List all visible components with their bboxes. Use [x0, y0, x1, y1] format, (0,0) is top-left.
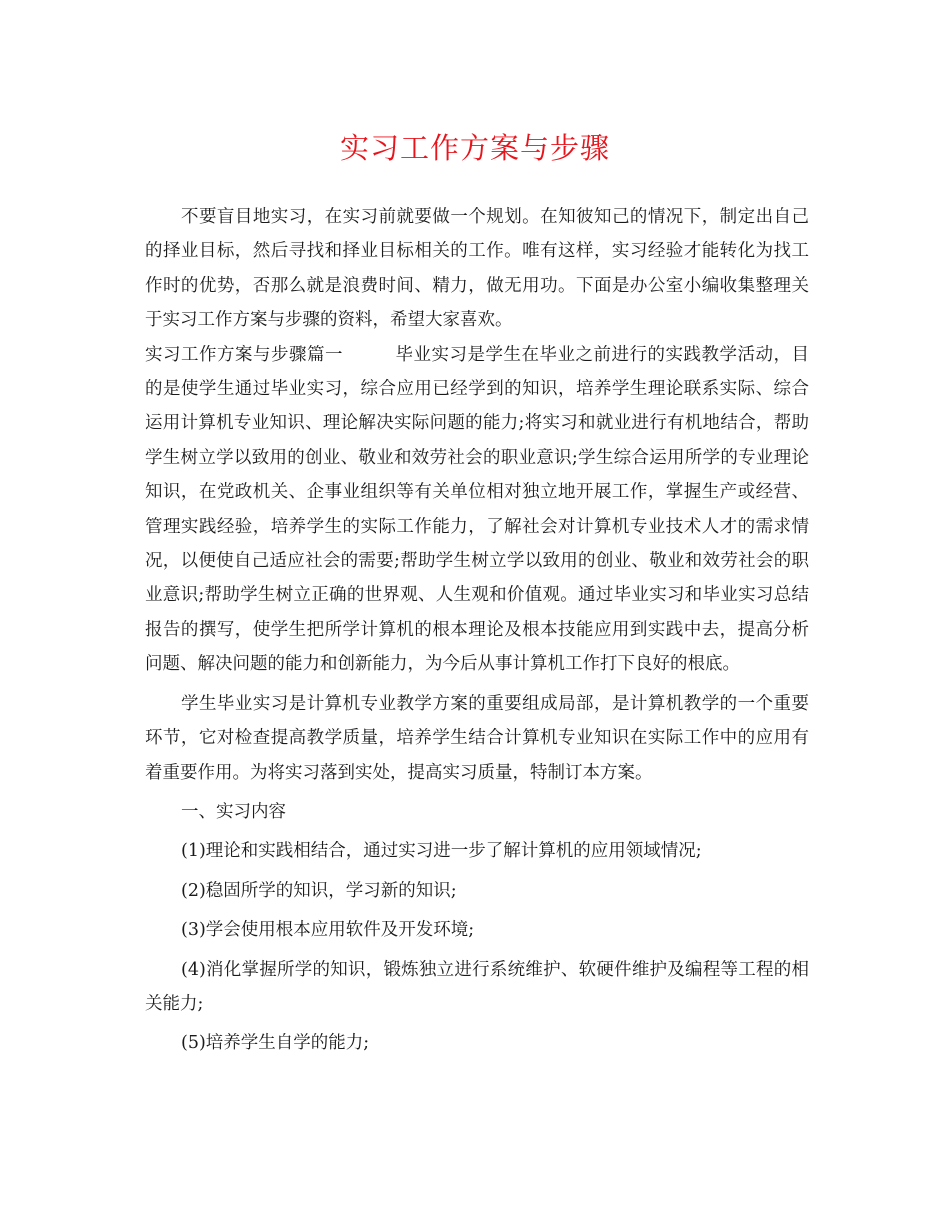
document-title: 实习工作方案与步骤 — [339, 131, 610, 165]
section1-text: 毕业实习是学生在毕业之前进行的实践教学活动，目的是使学生通过毕业实习，综合应用已经学到的知识，培养学生理论联系实际、综合运用计算机专业知识、理论解决实际问题的能力;将实习和就业进行有机地结合，帮助学生树立学以致用的创业、敬业和效劳社会的职业意识;学生综合运用所学的专业理论知识，在党政机关、企事业组织等有关单位相对独立地开展工作，掌握生产或经营、管理实践经验，培养学生的实际工作能力，了解社会对计算机专业技术人才的需求情况，以便使自己适应社会的需要;帮助学生树立学以致用的创业、敬业和效劳社会的职业意识;帮助学生树立正确的世界观、人生观和价值观。通过毕业实习和毕业实习总结报告的撰写，使学生把所学计算机的根本理论及根本技能应用到实践中去，提高分析问题、解决问题的能力和创新能力，为今后从事计算机工作打下良好的根底。 — [145, 344, 809, 675]
content-heading: 一、实习内容 — [181, 801, 286, 822]
list-item: (3)学会使用根本应用软件及开发环境; — [181, 920, 475, 941]
paragraph-2: 学生毕业实习是计算机专业教学方案的重要组成局部，是计算机教学的一个重要环节，它对检查提高教学质量，培养学生结合计算机专业知识在实际工作中的应用有着重要作用。为将实习落到实处，提高实习质量，特制订本方案。 — [145, 693, 809, 783]
list-item: (1)理论和实践相结合，通过实习进一步了解计算机的应用领域情况; — [181, 841, 702, 862]
list-item: (5)培养学生自学的能力; — [181, 1033, 370, 1054]
section1-heading: 实习工作方案与步骤篇一 — [145, 344, 343, 365]
list-item: (2)稳固所学的知识，学习新的知识; — [181, 880, 457, 901]
document-body — [145, 200, 809, 1061]
intro-paragraph: 不要盲目地实习，在实习前就要做一个规划。在知彼知己的情况下，制定出自己的择业目标，然后寻找和择业目标相关的工作。唯有这样，实习经验才能转化为找工作时的优势，否那么就是浪费时间、精力，做无用功。下面是办公室小编收集整理关于实习工作方案与步骤的资料，希望大家喜欢。 — [145, 207, 809, 331]
list-item: (4)消化掌握所学的知识，锻炼独立进行系统维护、软硬件维护及编程等工程的相关能力; — [145, 959, 809, 1014]
section1-paragraph — [145, 338, 809, 682]
